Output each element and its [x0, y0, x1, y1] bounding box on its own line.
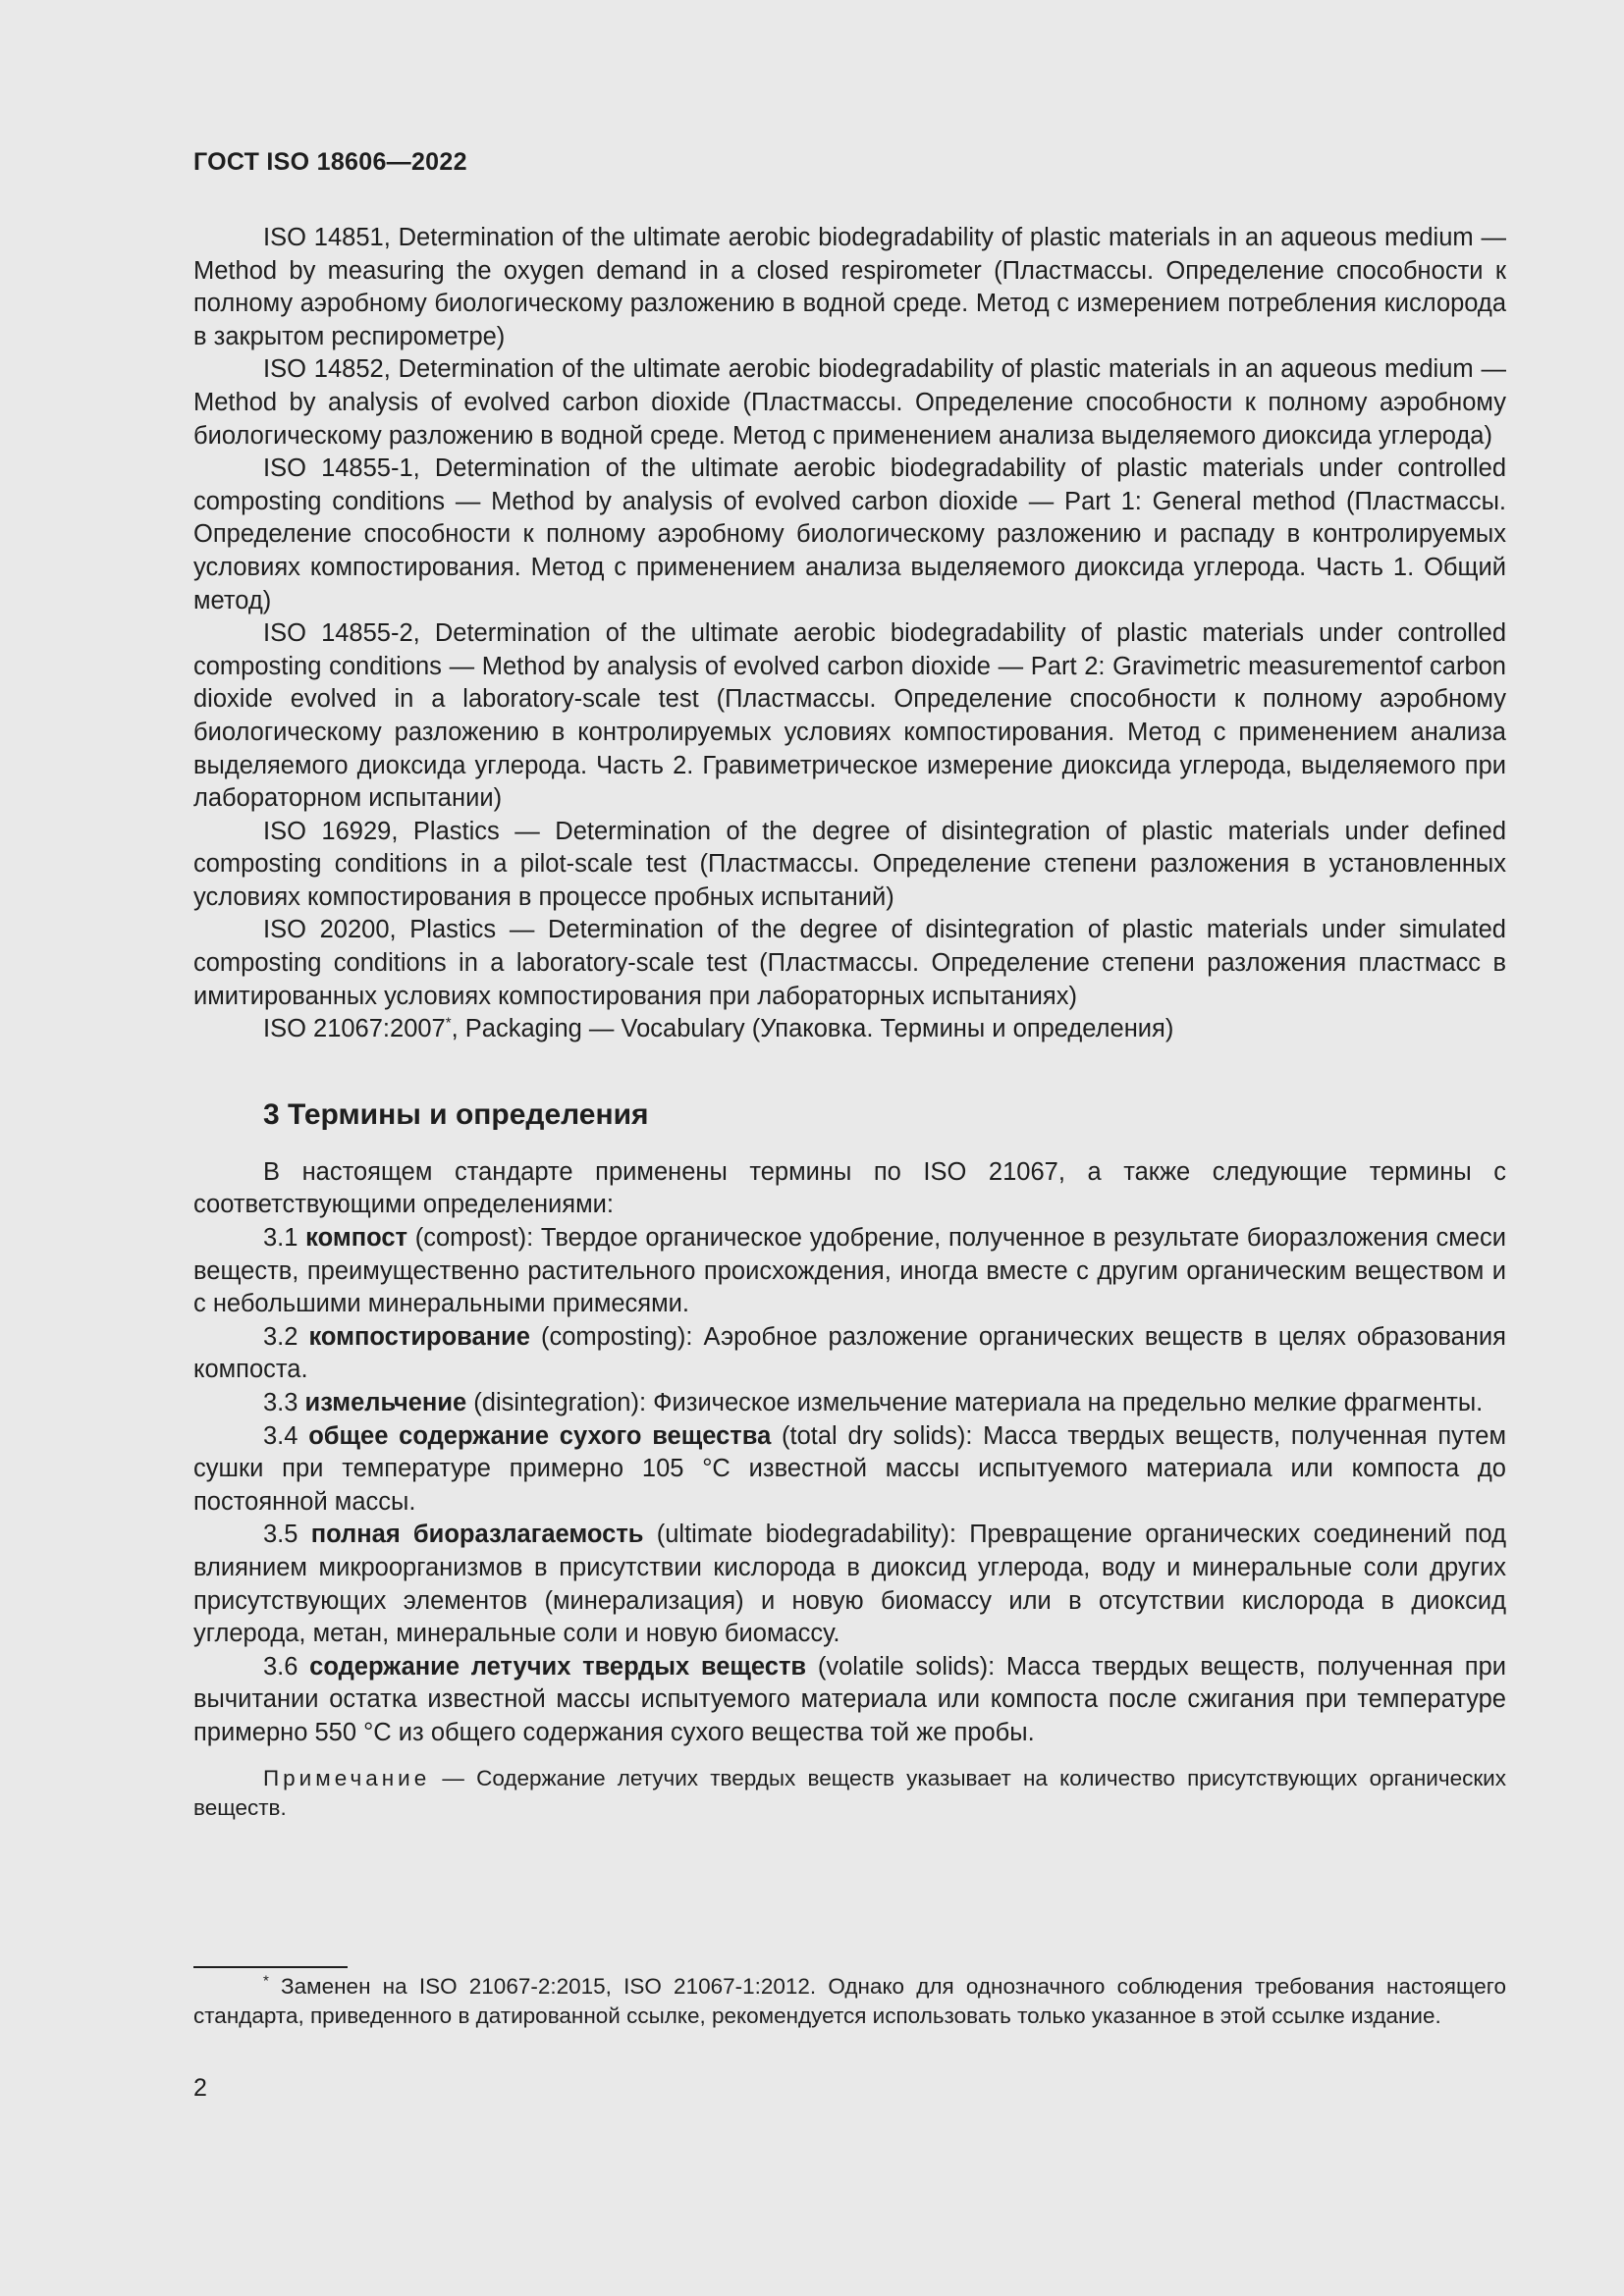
- reference-item: ISO 20200, Plastics — Determination of the degree of disintegration of plastic materials under simulated composting conditions in a laboratory-scale test (Пластмассы. Определение степени разложения пластмасс в имитированных условиях компостирования при лабораторных испытаниях): [193, 916, 1506, 1010]
- footnote-text: Заменен на ISO 21067-2:2015, ISO 21067-1:2012. Однако для однозначного соблюдения требования настоящего стандарта, приведенного в датированной ссылке, рекомендуется использовать только указанное в этой ссылке издание.: [193, 1974, 1506, 2028]
- note: [193, 1764, 1506, 1823]
- term-definition: [193, 1651, 1506, 1750]
- term-definition: [193, 1420, 1506, 1520]
- term-number: 3.1: [263, 1224, 306, 1253]
- footnote-divider: [193, 1966, 348, 1968]
- term-definition: [193, 1222, 1506, 1321]
- footnote-marker: *: [445, 1014, 452, 1032]
- reference-item: [193, 1013, 1506, 1046]
- reference-item: ISO 14855-1, Determination of the ultimate aerobic biodegradability of plastic materials under controlled composting conditions — Method by analysis of evolved carbon dioxide — Part 1: General method (Пластмассы. Определение способности к полному аэробному биологическому разложению и распаду в контролируемых условиях компостирования. Метод с применением анализа выделяемого диоксида углерода. Часть 1. Общий метод): [193, 454, 1506, 614]
- term-text: (ultimate biodegradability): Превращение органических соединений под влиянием микроорганизмов в присутствии кислорода в диоксид углерода, воду и минеральные соли других присутствующих элементов (минерализация) и новую биомассу или в отсутствии кислорода в диоксид углерода, метан, минеральные соли и новую биомассу.: [193, 1521, 1506, 1648]
- term-number: 3.3: [263, 1389, 305, 1416]
- term-definition: [193, 1321, 1506, 1387]
- term-number: 3.4: [263, 1421, 309, 1450]
- reference-item: ISO 16929, Plastics — Determination of the degree of disintegration of plastic materials under defined composting conditions in a pilot-scale test (Пластмассы. Определение степени разложения в установленных условиях компостирования в процессе пробных испытаний): [193, 817, 1506, 911]
- section-heading: 3 Термины и определения: [263, 1097, 649, 1131]
- reference-text: , Packaging — Vocabulary (Упаковка. Термины и определения): [451, 1015, 1174, 1043]
- page-content: [193, 222, 1506, 1823]
- footnote-mark: *: [263, 1972, 269, 1990]
- term-text: (disintegration): Физическое измельчение материала на предельно мелкие фрагменты.: [466, 1389, 1484, 1416]
- term-name: общее содержание сухого вещества: [308, 1421, 772, 1450]
- page-number: 2: [193, 2074, 207, 2102]
- document-header: ГОСТ ISO 18606—2022: [193, 148, 467, 176]
- section-intro: В настоящем стандарте применены термины по ISO 21067, а также следующие термины с соответствующими определениями:: [193, 1157, 1506, 1219]
- reference-item: ISO 14852, Determination of the ultimate aerobic biodegradability of plastic materials in an aqueous medium — Method by analysis of evolved carbon dioxide (Пластмассы. Определение способности к полному аэробному биологическому разложению в водной среде. Метод с применением анализа выделяемого диоксида углерода): [193, 355, 1506, 450]
- footnote: [193, 1972, 1506, 2031]
- term-text: (volatile solids): Масса твердых веществ, полученная при вычитании остатка известной массы испытуемого материала или компоста после сжигания при температуре примерно 550 °С из общего содержания сухого вещества той же пробы.: [193, 1652, 1507, 1746]
- term-name: содержание летучих твердых веществ: [309, 1652, 807, 1681]
- term-name: компост: [305, 1224, 408, 1253]
- term-number: 3.6: [263, 1652, 310, 1681]
- term-definition: [193, 1387, 1506, 1420]
- term-definition: [193, 1519, 1506, 1650]
- term-name: полная биоразлагаемость: [310, 1521, 644, 1549]
- term-text: (compost): Твердое органическое удобрение, полученное в результате биоразложения смеси веществ, преимущественно растительного происхождения, иногда вместе с другим органическим веществом и с небольшими минеральными примесями.: [193, 1224, 1506, 1318]
- reference-item: ISO 14855-2, Determination of the ultimate aerobic biodegradability of plastic materials under controlled composting conditions — Method by analysis of evolved carbon dioxide — Part 2: Gravimetric measurementof carbon dioxide evolved in a laboratory-scale test (Пластмассы. Определение способности к полному аэробному биологическому разложению в контролируемых условиях компостирования. Метод с применением анализа выделяемого диоксида углерода. Часть 2. Гравиметрическое измерение диоксида углерода, выделяемого при лабораторном испытании): [193, 619, 1506, 813]
- note-text: — Содержание летучих твердых веществ указывает на количество присутствующих органических веществ.: [193, 1765, 1506, 1820]
- term-number: 3.5: [263, 1521, 311, 1549]
- term-text: (total dry solids): Масса твердых веществ, полученная путем сушки при температуре примерно 105 °С известной массы испытуемого материала или компоста до постоянной массы.: [193, 1421, 1506, 1516]
- footnote-paragraph: [193, 1972, 1506, 2031]
- term-text: (composting): Аэробное разложение органических веществ в целях образования компоста.: [193, 1322, 1506, 1384]
- term-number: 3.2: [263, 1322, 309, 1351]
- reference-item: ISO 14851, Determination of the ultimate aerobic biodegradability of plastic materials in an aqueous medium — Method by measuring the oxygen demand in a closed respirometer (Пластмассы. Определение способности к полному аэробному биологическому разложению в водной среде. Метод с измерением потребления кислорода в закрытом респирометре): [193, 224, 1506, 350]
- term-name: измельчение: [304, 1389, 467, 1416]
- note-label: Примечание: [263, 1765, 431, 1790]
- term-name: компостирование: [308, 1322, 530, 1351]
- reference-code: ISO 21067:2007: [263, 1015, 446, 1043]
